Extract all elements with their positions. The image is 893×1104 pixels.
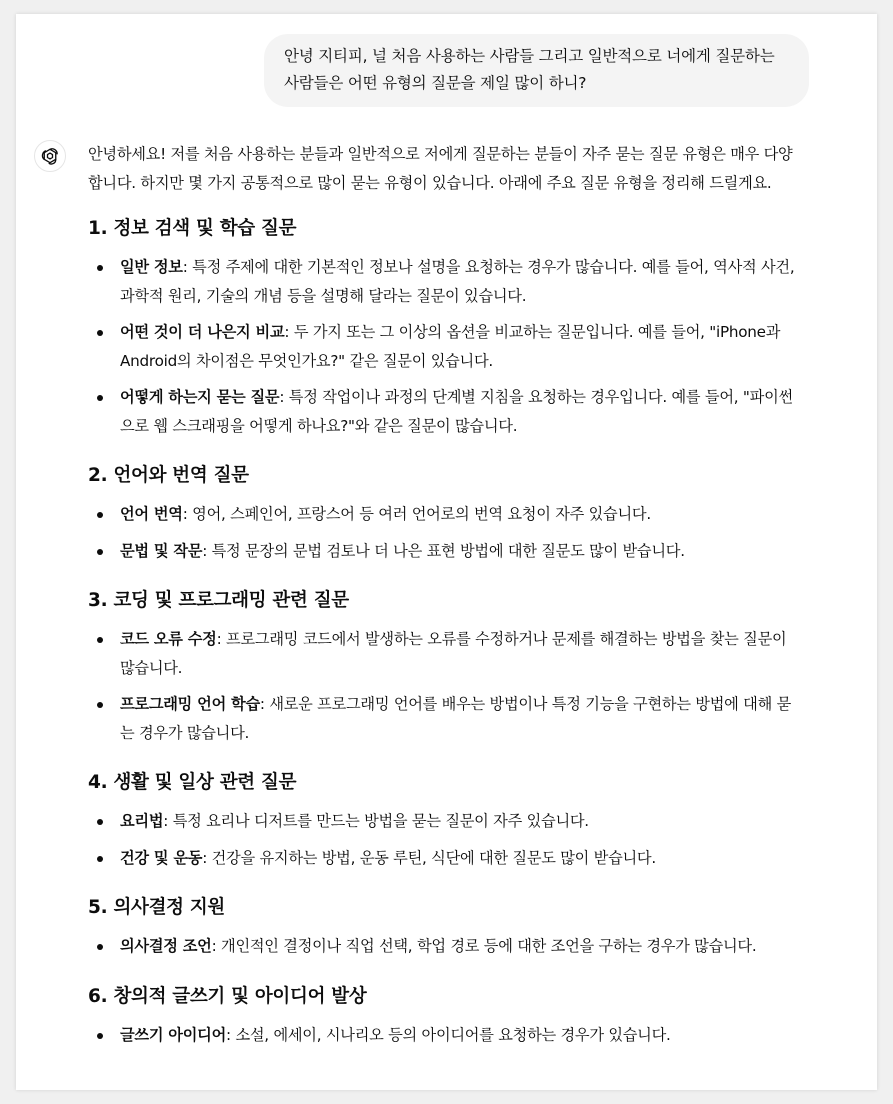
assistant-intro: 안녕하세요! 저를 처음 사용하는 분들과 일반적으로 저에게 질문하는 분들이 자주 묻는 질문 유형은 매우 다양합니다. 하지만 몇 가지 공통적으로 많이 묻는 유형이 있습니다. 아래에 주요 질문 유형을 정리해 드릴게요. xyxy=(88,145,793,192)
section xyxy=(88,894,804,961)
section-heading: 3. 코딩 및 프로그래밍 관련 질문 xyxy=(88,590,349,611)
chat-window xyxy=(16,14,877,1090)
list-item-term: 요리법 xyxy=(120,812,164,830)
bullet-list xyxy=(88,625,804,747)
user-message-bubble xyxy=(264,34,809,107)
list-item-text: : 특정 문장의 문법 검토나 더 나은 표현 방법에 대한 질문도 많이 받습니다. xyxy=(202,541,685,560)
section-heading: 5. 의사결정 지원 xyxy=(88,897,226,918)
section-heading: 1. 정보 검색 및 학습 질문 xyxy=(88,218,297,239)
list-item-term: 어떻게 하는지 묻는 질문 xyxy=(120,388,280,406)
openai-logo-icon xyxy=(34,140,66,172)
bullet-list xyxy=(88,932,804,961)
list-item-text: : 건강을 유지하는 방법, 운동 루틴, 식단에 대한 질문도 많이 받습니다. xyxy=(202,848,656,867)
assistant-message-content xyxy=(88,140,804,1071)
section xyxy=(88,215,804,440)
list-item xyxy=(88,1021,804,1050)
section-heading: 6. 창의적 글쓰기 및 아이디어 발상 xyxy=(88,985,367,1007)
list-item-term: 건강 및 운동 xyxy=(120,848,203,867)
list-item-text: : 새로운 프로그래밍 언어를 배우는 방법이나 특정 기능을 구현하는 방법에 대해 묻는 경우가 많습니다. xyxy=(120,695,791,742)
section xyxy=(88,587,804,747)
list-item-term: 코드 오류 수정 xyxy=(120,630,217,648)
list-item-text: : 소설, 에세이, 시나리오 등의 아이디어를 요청하는 경우가 있습니다. xyxy=(226,1025,671,1044)
list-item-text: : 특정 주제에 대한 기본적인 정보나 설명을 요청하는 경우가 많습니다. 예를 들어, 역사적 사건, 과학적 원리, 기술의 개념 등을 설명해 달라는 질문이 있습니다. xyxy=(120,258,795,305)
list-item-text: : 영어, 스페인어, 프랑스어 등 여러 언어로의 번역 요청이 자주 있습니다. xyxy=(182,505,651,523)
list-item xyxy=(88,537,804,566)
section-heading: 2. 언어와 번역 질문 xyxy=(88,465,249,486)
list-item-term: 일반 정보 xyxy=(120,258,183,276)
section-heading: 4. 생활 및 일상 관련 질문 xyxy=(88,772,297,793)
list-item-text: : 특정 작업이나 과정의 단계별 지침을 요청하는 경우입니다. 예를 들어, "파이썬으로 웹 스크래핑을 어떻게 하나요?"와 같은 질문이 많습니다. xyxy=(120,388,793,435)
list-item-term: 의사결정 조언 xyxy=(120,937,212,955)
section xyxy=(88,462,804,565)
list-item xyxy=(88,625,804,682)
list-item-term: 글쓰기 아이디어 xyxy=(120,1025,226,1044)
bullet-list xyxy=(88,1021,804,1050)
list-item-term: 프로그래밍 언어 학습 xyxy=(120,695,260,713)
list-item-text: : 개인적인 결정이나 직업 선택, 학업 경로 등에 대한 조언을 구하는 경우가 많습니다. xyxy=(211,937,757,955)
list-item-term: 언어 번역 xyxy=(120,505,183,523)
list-item xyxy=(88,690,804,747)
list-item-text: : 프로그래밍 코드에서 발생하는 오류를 수정하거나 문제를 해결하는 방법을 찾는 질문이 많습니다. xyxy=(120,630,787,677)
bullet-list xyxy=(88,500,804,565)
list-item xyxy=(88,253,804,310)
list-item-term: 문법 및 작문 xyxy=(120,541,203,560)
user-message-text: 안녕 지티피, 널 처음 사용하는 사람들 그리고 일반적으로 너에게 질문하는 사람들은 어떤 유형의 질문을 제일 많이 하니? xyxy=(284,47,775,92)
list-item xyxy=(88,844,804,873)
section xyxy=(88,983,804,1050)
bullet-list xyxy=(88,807,804,872)
list-item-term: 어떤 것이 더 나은지 비교 xyxy=(120,323,285,341)
list-item xyxy=(88,383,804,440)
list-item xyxy=(88,318,804,375)
bullet-list xyxy=(88,253,804,440)
list-item xyxy=(88,932,804,961)
section xyxy=(88,769,804,872)
list-item-text: : 특정 요리나 디저트를 만드는 방법을 묻는 질문이 자주 있습니다. xyxy=(163,812,589,830)
list-item xyxy=(88,807,804,836)
list-item xyxy=(88,500,804,529)
list-item-text: : 두 가지 또는 그 이상의 옵션을 비교하는 질문입니다. 예를 들어, "iPhone과 Android의 차이점은 무엇인가요?" 같은 질문이 있습니다. xyxy=(120,323,781,370)
